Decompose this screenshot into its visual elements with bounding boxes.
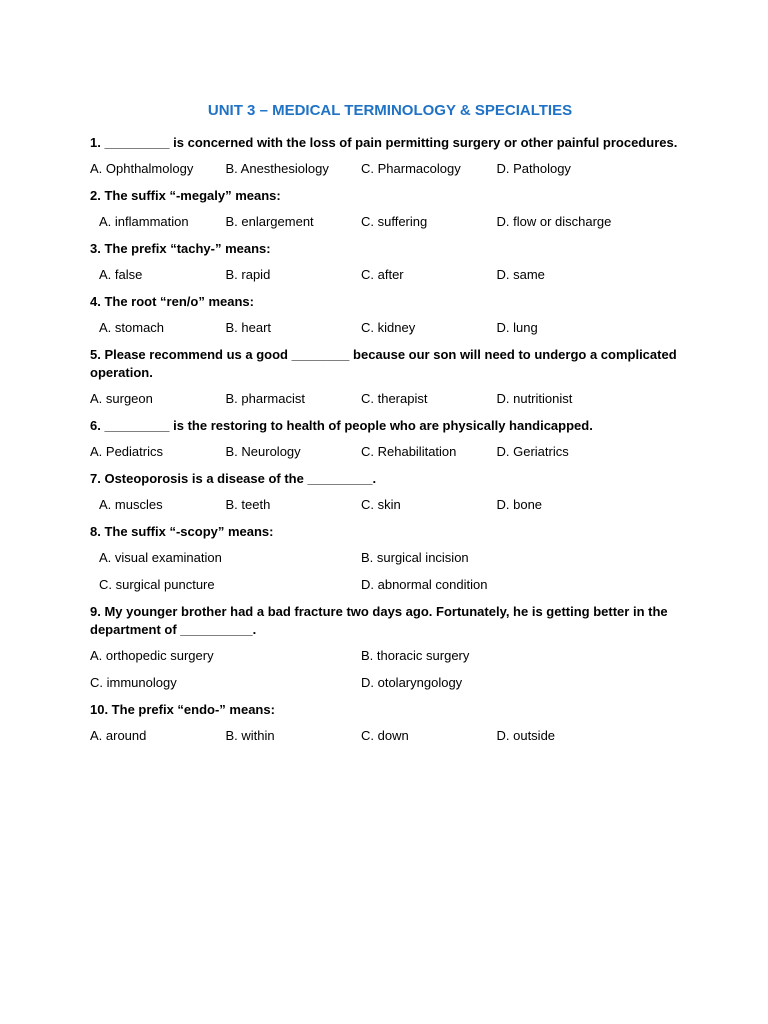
option-7c: C. skin: [361, 497, 401, 512]
options-row-6: [90, 443, 690, 461]
option-2c: C. suffering: [361, 214, 428, 229]
options-row-8b: [90, 576, 690, 594]
option-5b: B. pharmacist: [225, 391, 305, 406]
option-5d: D. nutritionist: [496, 391, 573, 406]
options-row-3: [90, 266, 690, 284]
option-9b: B. thoracic surgery: [361, 648, 470, 663]
option-1a: A. Ophthalmology: [90, 161, 194, 176]
option-8d: D. abnormal condition: [361, 577, 488, 592]
options-row-1: [90, 160, 690, 178]
options-row-5: [90, 390, 690, 408]
option-9a: A. orthopedic surgery: [90, 648, 214, 663]
option-7b: B. teeth: [225, 497, 271, 512]
option-9c: C. immunology: [90, 675, 177, 690]
options-row-10: [90, 727, 690, 745]
question-8: 8. The suffix “-scopy” means:: [90, 524, 274, 539]
option-1d: D. Pathology: [496, 161, 571, 176]
option-3a: A. false: [99, 267, 143, 282]
option-3c: C. after: [361, 267, 404, 282]
question-9: 9. My younger brother had a bad fracture two days ago. Fortunately, he is getting better in the department of __________.: [90, 604, 668, 637]
option-3d: D. same: [496, 267, 545, 282]
question-6: 6. _________ is the restoring to health of people who are physically handicapped.: [90, 418, 593, 433]
option-10a: A. around: [90, 728, 147, 743]
option-8b: B. surgical incision: [361, 550, 469, 565]
option-8a: A. visual examination: [99, 550, 222, 565]
option-4a: A. stomach: [99, 320, 165, 335]
options-row-4: [90, 319, 690, 337]
option-7d: D. bone: [496, 497, 543, 512]
option-10b: B. within: [225, 728, 275, 743]
option-3b: B. rapid: [225, 267, 271, 282]
option-6c: C. Rehabilitation: [361, 444, 457, 459]
option-6b: B. Neurology: [225, 444, 301, 459]
question-10: 10. The prefix “endo-” means:: [90, 702, 275, 717]
option-4c: C. kidney: [361, 320, 416, 335]
option-2d: D. flow or discharge: [496, 214, 612, 229]
question-3: 3. The prefix “tachy-” means:: [90, 241, 271, 256]
option-8c: C. surgical puncture: [99, 577, 215, 592]
worksheet-page: [90, 100, 690, 754]
option-5c: C. therapist: [361, 391, 428, 406]
question-5: 5. Please recommend us a good ________ because our son will need to undergo a complicated operation.: [90, 347, 677, 380]
option-2a: A. inflammation: [99, 214, 189, 229]
option-5a: A. surgeon: [90, 391, 153, 406]
page-title: UNIT 3 – MEDICAL TERMINOLOGY & SPECIALTIES: [207, 102, 573, 119]
options-row-2: [90, 213, 690, 231]
option-9d: D. otolaryngology: [361, 675, 463, 690]
option-1b: B. Anesthesiology: [225, 161, 329, 176]
options-row-8a: [90, 549, 690, 567]
options-row-9b: [90, 674, 690, 692]
question-4: 4. The root “ren/o” means:: [90, 294, 254, 309]
option-7a: A. muscles: [99, 497, 163, 512]
option-10d: D. outside: [496, 728, 556, 743]
question-7: 7. Osteoporosis is a disease of the _________.: [90, 471, 377, 486]
question-2: 2. The suffix “-megaly” means:: [90, 188, 281, 203]
option-1c: C. Pharmacology: [361, 161, 461, 176]
options-row-7: [90, 496, 690, 514]
option-4d: D. lung: [496, 320, 538, 335]
question-1: 1. _________ is concerned with the loss of pain permitting surgery or other painful procedures.: [90, 135, 678, 150]
options-row-9a: [90, 647, 690, 665]
option-6a: A. Pediatrics: [90, 444, 163, 459]
option-4b: B. heart: [225, 320, 272, 335]
option-10c: C. down: [361, 728, 409, 743]
option-2b: B. enlargement: [225, 214, 314, 229]
option-6d: D. Geriatrics: [496, 444, 569, 459]
